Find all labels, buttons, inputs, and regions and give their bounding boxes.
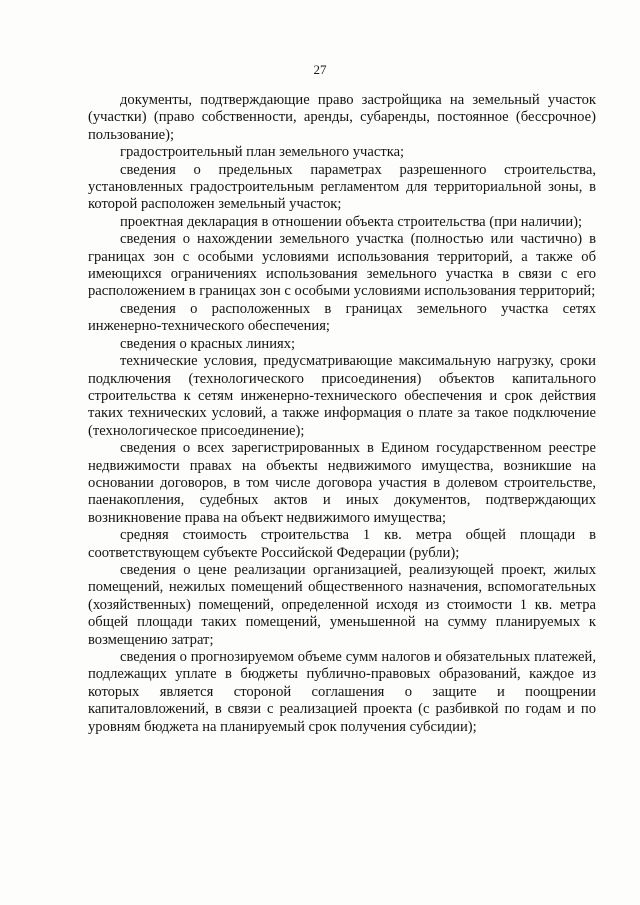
paragraph-2: градостроительный план земельного участка; bbox=[120, 144, 405, 161]
paragraph-7: сведения о красных линиях; bbox=[120, 335, 296, 352]
document-body bbox=[88, 92, 596, 736]
paragraph-3: сведения о предельных параметрах разрешенного строительства, установленных градостроительным регламентом для территориальной зоны, в которой расположен земельный участок; bbox=[88, 161, 596, 213]
paragraph-5: сведения о нахождении земельного участка (полностью или частично) в границах зон с особыми условиями использования территорий, а также об имеющихся ограничениях использования земельного участка в связи с его расположением в границах зон с особыми условиями использования территорий; bbox=[88, 231, 596, 300]
paragraph-12: сведения о прогнозируемом объеме сумм налогов и обязательных платежей, подлежащих уплате в бюджеты публично-правовых образований, каждое из которых является стороной соглашения о защите и поощрении капиталовложений, в связи с реализацией проекта (с разбивкой по годам и по уровням бюджета на планируемый срок получения субсидии); bbox=[88, 649, 596, 735]
page-number: 27 bbox=[313, 62, 327, 77]
paragraph-6: сведения о расположенных в границах земельного участка сетях инженерно-технического обеспечения; bbox=[88, 300, 596, 335]
paragraph-4: проектная декларация в отношении объекта строительства (при наличии); bbox=[120, 213, 583, 230]
paragraph-8: технические условия, предусматривающие максимальную нагрузку, сроки подключения (технологического присоединения) объектов капитального строительства к сетям инженерно-технического обеспечения и срок действия таких технических условий, а также информация о плате за такое подключение (технологическое присоединение); bbox=[88, 353, 596, 439]
paragraph-9: сведения о всех зарегистрированных в Едином государственном реестре недвижимости правах на объекты недвижимого имущества, возникшие на основании договоров, в том числе договора участия в долевом строительстве, паенакопления, судебных актов и иных документов, подтверждающих возникновение права на объект недвижимого имущества; bbox=[88, 440, 596, 526]
paragraph-11: сведения о цене реализации организацией, реализующей проект, жилых помещений, нежилых помещений общественного назначения, вспомогательных (хозяйственных) помещений, определенной исходя из стоимости 1 кв. метра общей площади таких помещений, уменьшенной на сумму планируемых к возмещению затрат; bbox=[88, 561, 596, 648]
paragraph-10: средняя стоимость строительства 1 кв. метра общей площади в соответствующем субъекте Российской Федерации (рубли); bbox=[88, 527, 596, 561]
paragraph-1: документы, подтверждающие право застройщика на земельный участок (участки) (право собственности, аренды, субаренды, постоянное (бессрочное) пользование); bbox=[88, 92, 596, 143]
